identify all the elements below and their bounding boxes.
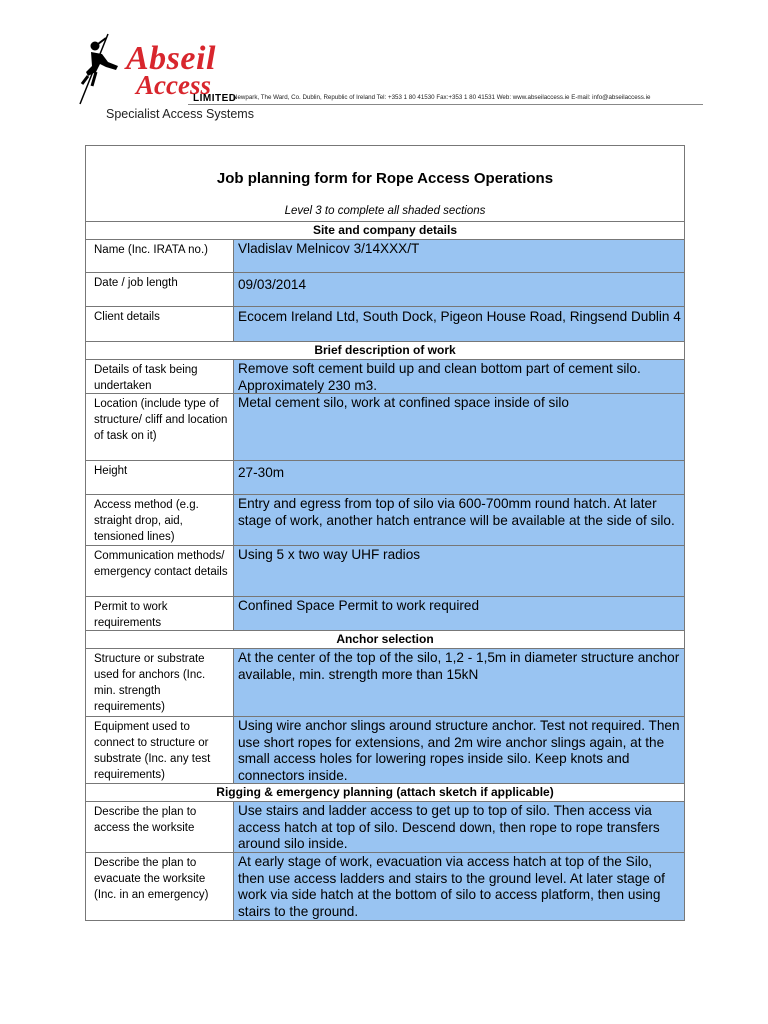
section-heading: Brief description of work [86, 342, 684, 360]
form-row-client [86, 307, 684, 342]
company-limited: LIMITED [193, 93, 237, 104]
form-row-task [86, 360, 684, 394]
form-title-block [86, 146, 684, 222]
row-value[interactable]: Entry and egress from top of silo via 600-700mm round hatch. At later stage of work, another hatch entrance will be available at the side of silo. [234, 495, 684, 545]
row-label: Communication methods/ emergency contact details [86, 546, 234, 596]
form-row-communication [86, 546, 684, 597]
row-value[interactable]: Remove soft cement build up and clean bottom part of cement silo. Approximately 230 m3. [234, 360, 684, 393]
row-value[interactable]: Use stairs and ladder access to get up to top of silo. Then access via access hatch at top of silo. Descend down, then rope to rope transfers around silo inside. [234, 802, 684, 852]
job-planning-form [85, 145, 685, 921]
logo-word-abseil: Abseil [126, 40, 216, 77]
section-heading: Site and company details [86, 222, 684, 240]
form-row-equipment [86, 717, 684, 784]
logo-word-access: Access [136, 70, 211, 100]
row-value[interactable]: 09/03/2014 [234, 273, 684, 306]
row-label: Describe the plan to evacuate the worksite (Inc. in an emergency) [86, 853, 234, 920]
form-row-location [86, 394, 684, 461]
form-row-permit [86, 597, 684, 631]
form-title: Job planning form for Rope Access Operations [216, 170, 554, 187]
form-row-name [86, 240, 684, 273]
row-value[interactable]: Metal cement silo, work at confined space inside of silo [234, 394, 684, 460]
row-label: Height [86, 461, 234, 494]
row-value[interactable]: At the center of the top of the silo, 1,2 - 1,5m in diameter structure anchor available, min. strength more than 15kN [234, 649, 684, 716]
row-value[interactable]: Vladislav Melnicov 3/14XXX/T [234, 240, 684, 272]
row-label: Permit to work requirements [86, 597, 234, 630]
form-row-date [86, 273, 684, 307]
letterhead [78, 32, 708, 122]
form-subtitle: Level 3 to complete all shaded sections [284, 205, 486, 217]
company-tagline: Specialist Access Systems [106, 107, 254, 121]
row-label: Equipment used to connect to structure or substrate (Inc. any test requirements) [86, 717, 234, 783]
form-row-structure-anchor [86, 649, 684, 717]
company-contact: Newpark, The Ward, Co. Dublin, Republic of Ireland Tel: +353 1 80 41530 Fax:+353 1 80 41531 Web: www.abseilaccess.ie E-mail: info@abseilaccess.ie [233, 94, 651, 101]
row-value[interactable]: Ecocem Ireland Ltd, South Dock, Pigeon House Road, Ringsend Dublin 4 [234, 307, 684, 341]
row-label: Details of task being undertaken [86, 360, 234, 393]
row-value[interactable]: Using 5 x two way UHF radios [234, 546, 684, 596]
form-row-access-plan [86, 802, 684, 853]
row-label: Structure or substrate used for anchors (Inc. min. strength requirements) [86, 649, 234, 716]
form-row-evacuation-plan [86, 853, 684, 920]
row-value[interactable]: Confined Space Permit to work required [234, 597, 684, 630]
row-label: Client details [86, 307, 234, 341]
row-label: Name (Inc. IRATA no.) [86, 240, 234, 272]
header-rule [188, 104, 703, 105]
form-row-access-method [86, 495, 684, 546]
row-label: Date / job length [86, 273, 234, 306]
row-value[interactable]: 27-30m [234, 461, 684, 494]
row-value[interactable]: Using wire anchor slings around structure anchor. Test not required. Then use short ropes for extensions, and 2m wire anchor slings again, at the small access holes for lowering ropes inside silo. Keep knots and connectors inside. [234, 717, 684, 783]
row-label: Describe the plan to access the worksite [86, 802, 234, 852]
form-row-height [86, 461, 684, 495]
section-heading: Anchor selection [86, 631, 684, 649]
row-value[interactable]: At early stage of work, evacuation via access hatch at top of the Silo, then use access ladders and stairs to the ground level. At later stage of work via side hatch at the bottom of silo to access platform, then using stairs to the ground. [234, 853, 684, 920]
row-label: Location (include type of structure/ cliff and location of task on it) [86, 394, 234, 460]
section-heading: Rigging & emergency planning (attach sketch if applicable) [86, 784, 684, 802]
row-label: Access method (e.g. straight drop, aid, tensioned lines) [86, 495, 234, 545]
